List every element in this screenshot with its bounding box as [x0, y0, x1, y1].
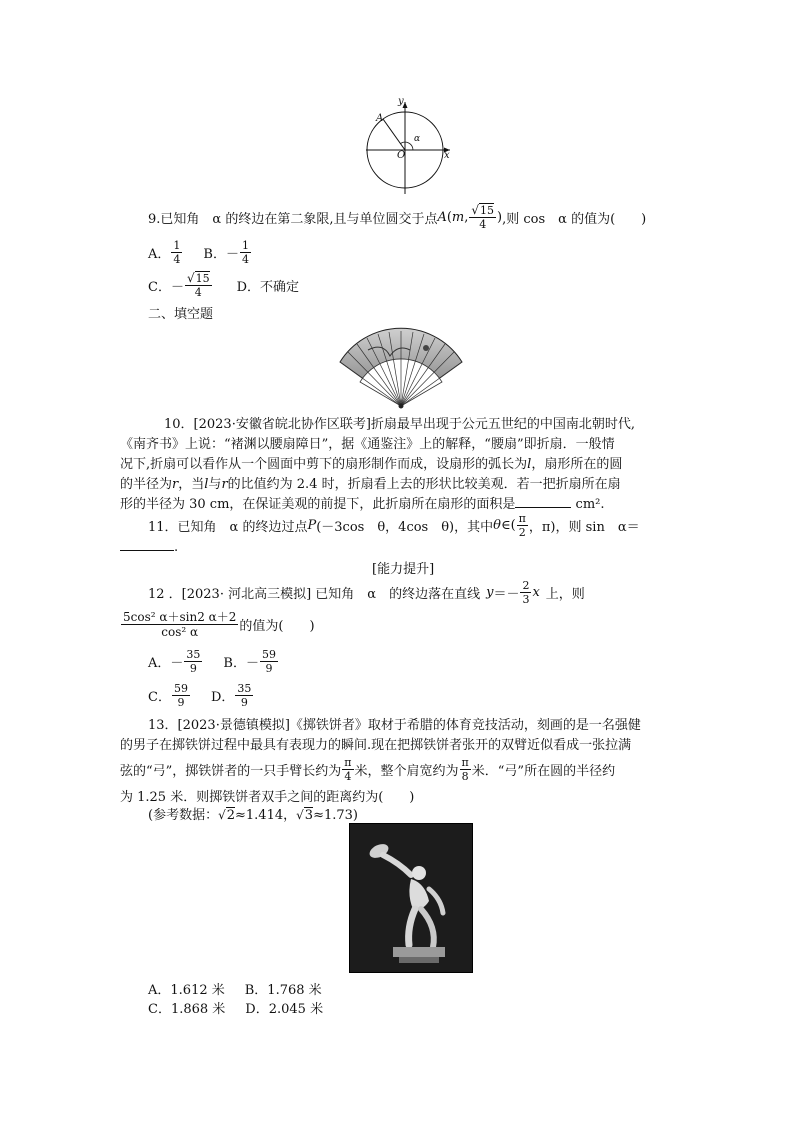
q10-line1: 10．[2023·安徽省皖北协作区联考]折扇最早出现于公元五世纪的中国南北朝时代, — [164, 417, 636, 432]
q9-point-a: A — [437, 209, 447, 225]
q9-option-a-label: A． — [148, 246, 171, 262]
section-ability: [能力提升] — [372, 562, 435, 577]
q9-option-d: D．不确定 — [236, 279, 300, 295]
q12-option-b-value: $\frac{59}{9}$ — [261, 647, 276, 675]
q12-slope-fraction: $\frac{2}{3}$ — [522, 578, 530, 606]
q13-options-cd — [148, 998, 323, 1017]
q13-option-b: B．1.768 米 — [244, 983, 322, 998]
q13-line3: 弦的“弓”，掷铁饼者的一只手臂长约为 $\frac{\pi}{4}$ 米，整个肩宽约为 $\frac{\pi}{8}$ 米．“弓”所在圆的半径约 — [120, 755, 616, 783]
section-fill-in: 二、填空题 — [148, 307, 214, 322]
y-axis-label: y — [398, 96, 404, 107]
alpha-label: α — [414, 134, 421, 144]
q12-expression-fraction: $\frac{\text{5cos² α＋sin2 α＋2}}{\text{cos² α}}$ — [123, 609, 237, 639]
q13-option-a: A．1.612 米 — [148, 983, 225, 998]
q10-line2: 《南齐书》上说：“褚渊以腰扇障日”，据《通鉴注》上的解释，“腰扇”即折扇．一般情 — [120, 437, 615, 452]
q13-option-c: C．1.868 米 — [148, 1002, 226, 1017]
q11-line1: 11．已知角 α 的终边过点 P (－3cos θ，4cos θ)，其中 θ ∈( $\frac{\pi}{2}$ ，π)，则 sin α＝ — [148, 511, 640, 539]
q13-options-ab — [148, 979, 322, 998]
q13-line4: 为 1.25 米．则掷铁饼者双手之间的距离约为( ) — [120, 790, 415, 805]
q9-option-c-label: C．－ — [148, 279, 184, 295]
q9-option-a-value: $\frac{1}{4}$ — [173, 238, 181, 266]
point-a-label: A — [376, 113, 384, 124]
q9-option-b-label: B．－ — [203, 246, 239, 262]
q13-line1: 13．[2023·景德镇模拟]《掷铁饼者》取材于希腊的体育竞技活动，刻画的是一名强健 — [148, 718, 641, 733]
q12-options-ab: A．－ $\frac{35}{9}$ B．－ $\frac{59}{9}$ — [148, 647, 276, 675]
unit-circle-figure — [362, 96, 462, 196]
q13-option-d: D．2.045 米 — [245, 1002, 324, 1017]
q12-option-c-value: $\frac{59}{9}$ — [173, 681, 188, 709]
x-axis-label: x — [444, 150, 450, 161]
q9-stem-post: ,则 cos α 的值为( ) — [502, 211, 647, 227]
q10-line4: 的半径为r，当l与r的比值约为 2.4 时，折扇看上去的形状比较美观．若一把折扇所在扇 — [120, 477, 621, 492]
q12-expression: $\frac{\text{5cos² α＋sin2 α＋2}}{\text{cos² α}}$ 的值为( ) — [123, 609, 315, 639]
q9-option-b-value: $\frac{1}{4}$ — [241, 238, 249, 266]
q13-shoulder-width: $\frac{\pi}{8}$ — [461, 755, 469, 783]
q9-stem-pre: 9.已知角 α 的终边在第二象限,且与单位圆交于点 — [148, 211, 438, 227]
q10-line3: 况下,折扇可以看作从一个圆面中剪下的扇形制作而成，设扇形的弧长为l，扇形所在的圆 — [120, 457, 623, 472]
q10-line5: 形的半径为 30 cm，在保证美观的前提下，此折扇所在扇形的面积是 cm². — [120, 497, 605, 512]
q13-line2: 的男子在掷铁饼过程中最具有表现力的瞬间.现在把掷铁饼者张开的双臂近似看成一张拉满 — [120, 738, 632, 753]
discus-thrower-image — [349, 823, 473, 973]
q9-point-m: m — [451, 209, 465, 225]
q13-arm-length: $\frac{\pi}{4}$ — [344, 755, 352, 783]
q9-options-cd — [148, 268, 299, 302]
q9-stem: 9.已知角 α 的终边在第二象限,且与单位圆交于点 A ( m , $\frac{√15}{4}$ ) ,则 cos α 的值为( ) — [148, 203, 647, 231]
q11-pi-over-2: $\frac{\pi}{2}$ — [518, 511, 526, 539]
q13-reference: (参考数据：√2≈1.414，√3≈1.73) — [148, 808, 358, 823]
q9-options-ab — [148, 237, 252, 267]
folding-fan-image — [338, 324, 464, 410]
q12-option-d-value: $\frac{35}{9}$ — [237, 681, 252, 709]
q11-line2: . — [120, 540, 178, 555]
q9-option-c-value: $\frac{√15}{4}$ — [186, 271, 210, 299]
q12-options-cd: C． $\frac{59}{9}$ D． $\frac{35}{9}$ — [148, 681, 252, 709]
q12-line1: 12 ．[2023· 河北高三模拟] 已知角 α 的终边落在直线 y ＝－ $\frac{2}{3}$ x 上，则 — [148, 578, 585, 606]
q9-point-fraction: $\frac{√15}{4}$ — [471, 203, 495, 231]
origin-label: O — [397, 150, 406, 161]
q11-answer-blank[interactable] — [120, 550, 174, 551]
q12-option-a-value: $\frac{35}{9}$ — [186, 647, 201, 675]
